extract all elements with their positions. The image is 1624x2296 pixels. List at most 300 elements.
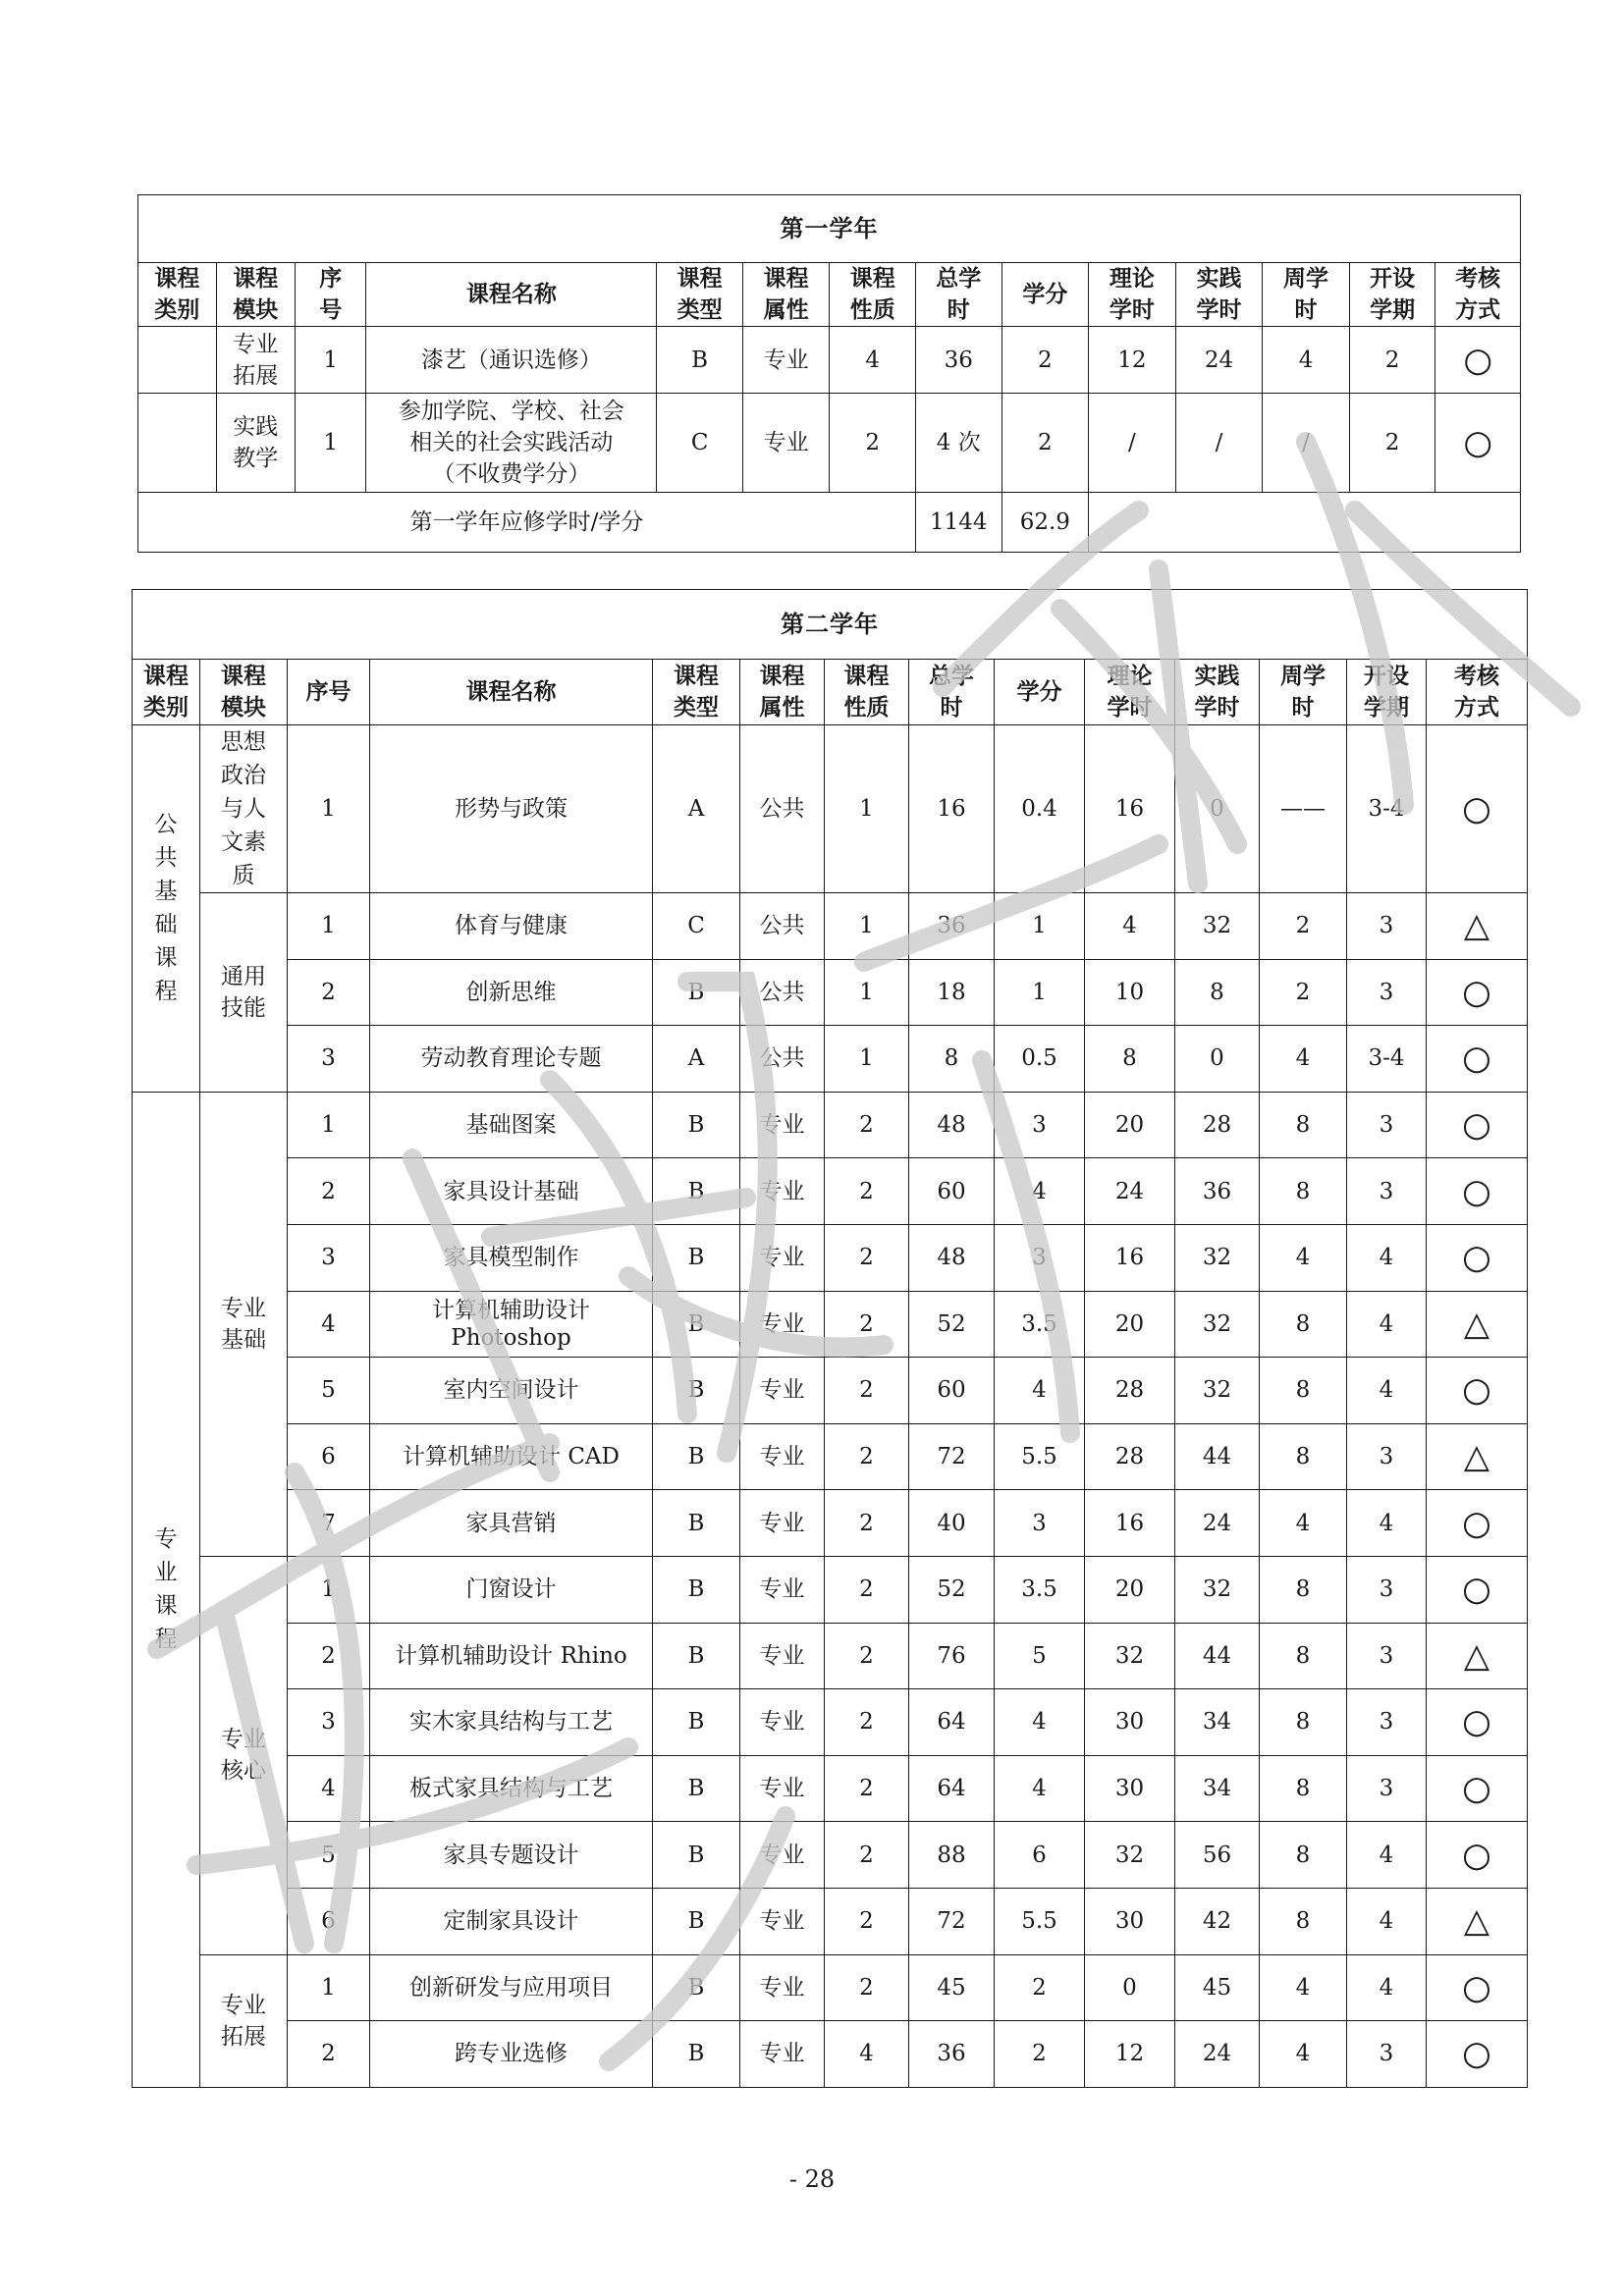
header-cell: 考核 方式 xyxy=(1427,660,1528,725)
weekly-cell: 8 xyxy=(1260,1158,1347,1225)
name-cell: 室内空间设计 xyxy=(370,1358,653,1424)
theory-cell: 28 xyxy=(1085,1358,1175,1424)
type-cell: B xyxy=(653,2021,740,2088)
nature-cell: 4 xyxy=(825,2021,909,2088)
header-cell: 课程 性质 xyxy=(830,263,916,327)
no-cell: 4 xyxy=(288,1755,370,1822)
name-cell: 漆艺（通识选修） xyxy=(366,327,657,394)
type-cell: A xyxy=(653,725,740,893)
table-row xyxy=(133,959,1528,1026)
weekly-cell: 4 xyxy=(1260,1490,1347,1557)
term-cell: 2 xyxy=(1349,394,1435,493)
attr-cell: 专业 xyxy=(740,1556,825,1623)
theory-cell: 12 xyxy=(1089,327,1176,394)
attr-cell: 专业 xyxy=(740,1092,825,1158)
theory-cell: 8 xyxy=(1085,1026,1175,1093)
attr-cell: 公共 xyxy=(740,959,825,1026)
weekly-cell: 8 xyxy=(1260,1888,1347,1954)
total-cell: 72 xyxy=(909,1423,995,1490)
exam-mark-icon: △ xyxy=(1427,893,1528,960)
module-cell: 专业 拓展 xyxy=(200,1954,288,2087)
practice-cell: 34 xyxy=(1175,1755,1260,1822)
no-cell: 1 xyxy=(288,725,370,893)
practice-cell: 34 xyxy=(1175,1689,1260,1756)
practice-cell: 8 xyxy=(1175,959,1260,1026)
header-cell: 开设 学期 xyxy=(1349,263,1435,327)
credit-cell: 5.5 xyxy=(995,1888,1085,1954)
weekly-cell: 8 xyxy=(1260,1092,1347,1158)
weekly-cell: 8 xyxy=(1260,1358,1347,1424)
header-cell: 学分 xyxy=(995,660,1085,725)
term-cell: 3 xyxy=(1347,1623,1427,1689)
practice-cell: 44 xyxy=(1175,1423,1260,1490)
total-cell: 52 xyxy=(909,1556,995,1623)
table-row xyxy=(133,1026,1528,1093)
no-cell: 1 xyxy=(296,327,366,394)
type-cell: B xyxy=(653,1755,740,1822)
exam-mark-icon: △ xyxy=(1427,1623,1528,1689)
no-cell: 2 xyxy=(288,2021,370,2088)
exam-mark-icon: ○ xyxy=(1427,1822,1528,1889)
total-cell: 72 xyxy=(909,1888,995,1954)
nature-cell: 1 xyxy=(825,725,909,893)
credit-cell: 2 xyxy=(1001,394,1089,493)
term-cell: 4 xyxy=(1347,1954,1427,2021)
table-row xyxy=(133,1954,1528,2021)
attr-cell: 专业 xyxy=(742,394,830,493)
credit-cell: 2 xyxy=(995,2021,1085,2088)
total-cell: 45 xyxy=(909,1954,995,2021)
total-cell: 36 xyxy=(916,327,1002,394)
nature-cell: 2 xyxy=(825,1755,909,1822)
term-cell: 3 xyxy=(1347,1092,1427,1158)
header-cell: 学分 xyxy=(1001,263,1089,327)
name-cell: 劳动教育理论专题 xyxy=(370,1026,653,1093)
weekly-cell: 8 xyxy=(1260,1623,1347,1689)
weekly-cell: 8 xyxy=(1260,1755,1347,1822)
practice-cell: 32 xyxy=(1175,1358,1260,1424)
credit-cell: 4 xyxy=(995,1358,1085,1424)
attr-cell: 专业 xyxy=(740,1755,825,1822)
nature-cell: 2 xyxy=(825,1556,909,1623)
first-year-header-row xyxy=(138,263,1521,327)
total-credits: 62.9 xyxy=(1001,493,1089,553)
weekly-cell: 4 xyxy=(1263,327,1350,394)
exam-mark-icon: ○ xyxy=(1427,725,1528,893)
total-cell: 4 次 xyxy=(916,394,1002,493)
table-row xyxy=(133,1158,1528,1225)
term-cell: 4 xyxy=(1347,1822,1427,1889)
weekly-cell: 8 xyxy=(1260,1556,1347,1623)
theory-cell: 20 xyxy=(1085,1092,1175,1158)
exam-mark-icon: ○ xyxy=(1435,394,1521,493)
name-cell: 家具专题设计 xyxy=(370,1822,653,1889)
term-cell: 4 xyxy=(1347,1888,1427,1954)
type-cell: B xyxy=(653,1423,740,1490)
no-cell: 1 xyxy=(288,1954,370,2021)
nature-cell: 2 xyxy=(825,1158,909,1225)
header-cell: 课程名称 xyxy=(366,263,657,327)
exam-mark-icon: ○ xyxy=(1427,2021,1528,2088)
header-cell: 序号 xyxy=(288,660,370,725)
second-year-header-row xyxy=(133,660,1528,725)
no-cell: 3 xyxy=(288,1689,370,1756)
nature-cell: 1 xyxy=(825,893,909,960)
credit-cell: 2 xyxy=(995,1954,1085,2021)
header-cell: 课程名称 xyxy=(370,660,653,725)
header-cell: 课程 类型 xyxy=(657,263,743,327)
credit-cell: 3.5 xyxy=(995,1556,1085,1623)
second-year-table xyxy=(132,589,1528,2088)
weekly-cell: 8 xyxy=(1260,1423,1347,1490)
term-cell: 4 xyxy=(1347,1224,1427,1291)
weekly-cell: 8 xyxy=(1260,1822,1347,1889)
module-cell: 专业 拓展 xyxy=(216,327,296,394)
no-cell: 4 xyxy=(288,1291,370,1358)
type-cell: B xyxy=(653,1888,740,1954)
theory-cell: 32 xyxy=(1085,1623,1175,1689)
name-cell: 板式家具结构与工艺 xyxy=(370,1755,653,1822)
theory-cell: 16 xyxy=(1085,1224,1175,1291)
attr-cell: 专业 xyxy=(742,327,830,394)
header-cell: 考核 方式 xyxy=(1435,263,1521,327)
exam-mark-icon: ○ xyxy=(1427,1158,1528,1225)
practice-cell: 32 xyxy=(1175,1291,1260,1358)
page-number: - 28 xyxy=(788,2165,836,2193)
nature-cell: 2 xyxy=(825,1623,909,1689)
no-cell: 3 xyxy=(288,1026,370,1093)
weekly-cell: 4 xyxy=(1260,1026,1347,1093)
theory-cell: 12 xyxy=(1085,2021,1175,2088)
module-cell: 思想 政治 与人 文素 质 xyxy=(200,725,288,893)
nature-cell: 2 xyxy=(825,1092,909,1158)
nature-cell: 2 xyxy=(825,1954,909,2021)
total-cell: 52 xyxy=(909,1291,995,1358)
name-cell: 计算机辅助设计 Rhino xyxy=(370,1623,653,1689)
nature-cell: 2 xyxy=(825,1689,909,1756)
type-cell: B xyxy=(653,1092,740,1158)
header-cell: 实践 学时 xyxy=(1175,660,1260,725)
header-cell: 序 号 xyxy=(296,263,366,327)
no-cell: 1 xyxy=(288,1092,370,1158)
theory-cell: 16 xyxy=(1085,1490,1175,1557)
total-cell: 18 xyxy=(909,959,995,1026)
weekly-cell: 2 xyxy=(1260,959,1347,1026)
total-cell: 76 xyxy=(909,1623,995,1689)
header-cell: 周学 时 xyxy=(1260,660,1347,725)
term-cell: 3 xyxy=(1347,1423,1427,1490)
theory-cell: 16 xyxy=(1085,725,1175,893)
term-cell: 4 xyxy=(1347,1490,1427,1557)
attr-cell: 专业 xyxy=(740,1623,825,1689)
type-cell: B xyxy=(653,1623,740,1689)
term-cell: 3 xyxy=(1347,1755,1427,1822)
weekly-cell: 8 xyxy=(1260,1291,1347,1358)
term-cell: 3 xyxy=(1347,959,1427,1026)
attr-cell: 专业 xyxy=(740,1689,825,1756)
no-cell: 5 xyxy=(288,1358,370,1424)
practice-cell: 0 xyxy=(1175,725,1260,893)
term-cell: 3 xyxy=(1347,1556,1427,1623)
exam-mark-icon: ○ xyxy=(1435,327,1521,394)
attr-cell: 专业 xyxy=(740,1358,825,1424)
type-cell: B xyxy=(657,327,743,394)
credit-cell: 5 xyxy=(995,1623,1085,1689)
exam-mark-icon: ○ xyxy=(1427,1689,1528,1756)
total-cell: 36 xyxy=(909,2021,995,2088)
nature-cell: 2 xyxy=(825,1358,909,1424)
header-cell: 课程 类别 xyxy=(133,660,200,725)
theory-cell: 30 xyxy=(1085,1888,1175,1954)
header-cell: 课程 属性 xyxy=(740,660,825,725)
first-year-table xyxy=(137,194,1521,553)
nature-cell: 1 xyxy=(825,959,909,1026)
total-cell: 8 xyxy=(909,1026,995,1093)
no-cell: 2 xyxy=(288,1158,370,1225)
term-cell: 2 xyxy=(1349,327,1435,394)
no-cell: 1 xyxy=(288,1556,370,1623)
total-cell: 60 xyxy=(909,1358,995,1424)
theory-cell: 0 xyxy=(1085,1954,1175,2021)
header-cell: 总学 时 xyxy=(916,263,1002,327)
term-cell: 3-4 xyxy=(1347,725,1427,893)
name-cell: 基础图案 xyxy=(370,1092,653,1158)
credit-cell: 6 xyxy=(995,1822,1085,1889)
total-cell: 64 xyxy=(909,1755,995,1822)
no-cell: 1 xyxy=(288,893,370,960)
header-cell: 课程 模块 xyxy=(200,660,288,725)
exam-mark-icon: △ xyxy=(1427,1423,1528,1490)
weekly-cell: —— xyxy=(1260,725,1347,893)
module-cell: 实践 教学 xyxy=(216,394,296,493)
type-cell: B xyxy=(653,1954,740,2021)
practice-cell: 24 xyxy=(1175,327,1263,394)
type-cell: B xyxy=(653,1490,740,1557)
table-row xyxy=(133,1556,1528,1623)
total-cell: 16 xyxy=(909,725,995,893)
header-cell: 理论 学时 xyxy=(1089,263,1176,327)
table-row xyxy=(133,893,1528,960)
table-row xyxy=(133,1623,1528,1689)
theory-cell: 32 xyxy=(1085,1822,1175,1889)
practice-cell: 36 xyxy=(1175,1158,1260,1225)
credit-cell: 4 xyxy=(995,1689,1085,1756)
theory-cell: 30 xyxy=(1085,1689,1175,1756)
no-cell: 5 xyxy=(288,1822,370,1889)
nature-cell: 2 xyxy=(825,1888,909,1954)
credit-cell: 5.5 xyxy=(995,1423,1085,1490)
table-row xyxy=(133,1224,1528,1291)
exam-mark-icon: ○ xyxy=(1427,1490,1528,1557)
exam-mark-icon: △ xyxy=(1427,1291,1528,1358)
total-cell: 64 xyxy=(909,1689,995,1756)
term-cell: 3 xyxy=(1347,1158,1427,1225)
first-year-title: 第一学年 xyxy=(138,195,1521,263)
category-cell: 专 业 课 程 xyxy=(133,1092,200,2087)
type-cell: C xyxy=(657,394,743,493)
exam-mark-icon: ○ xyxy=(1427,959,1528,1026)
total-cell: 40 xyxy=(909,1490,995,1557)
category-cell: 公 共 基 础 课 程 xyxy=(133,725,200,1093)
theory-cell: 20 xyxy=(1085,1556,1175,1623)
no-cell: 1 xyxy=(296,394,366,493)
second-year-body xyxy=(133,725,1528,2088)
table-row xyxy=(133,1755,1528,1822)
credit-cell: 4 xyxy=(995,1755,1085,1822)
attr-cell: 专业 xyxy=(740,1158,825,1225)
no-cell: 2 xyxy=(288,1623,370,1689)
header-cell: 理论 学时 xyxy=(1085,660,1175,725)
credit-cell: 0.4 xyxy=(995,725,1085,893)
total-cell: 36 xyxy=(909,893,995,960)
name-cell: 体育与健康 xyxy=(370,893,653,960)
term-cell: 3-4 xyxy=(1347,1026,1427,1093)
total-cell: 60 xyxy=(909,1158,995,1225)
exam-mark-icon: ○ xyxy=(1427,1224,1528,1291)
practice-cell: 28 xyxy=(1175,1092,1260,1158)
weekly-cell: / xyxy=(1263,394,1350,493)
header-cell: 课程 性质 xyxy=(825,660,909,725)
credit-cell: 4 xyxy=(995,1158,1085,1225)
total-hours: 1144 xyxy=(916,493,1002,553)
name-cell: 计算机辅助设计 CAD xyxy=(370,1423,653,1490)
total-label: 第一学年应修学时/学分 xyxy=(138,493,916,553)
weekly-cell: 2 xyxy=(1260,893,1347,960)
header-cell: 实践 学时 xyxy=(1175,263,1263,327)
theory-cell: 24 xyxy=(1085,1158,1175,1225)
second-year-title: 第二学年 xyxy=(133,590,1528,660)
theory-cell: 28 xyxy=(1085,1423,1175,1490)
table-row xyxy=(133,1358,1528,1424)
type-cell: B xyxy=(653,959,740,1026)
attr-cell: 专业 xyxy=(740,2021,825,2088)
attr-cell: 专业 xyxy=(740,1291,825,1358)
nature-cell: 2 xyxy=(830,394,916,493)
credit-cell: 0.5 xyxy=(995,1026,1085,1093)
exam-mark-icon: ○ xyxy=(1427,1026,1528,1093)
table-row xyxy=(138,327,1521,394)
nature-cell: 2 xyxy=(825,1490,909,1557)
type-cell: B xyxy=(653,1358,740,1424)
first-year-total-row xyxy=(138,493,1521,553)
table-row xyxy=(133,1888,1528,1954)
term-cell: 3 xyxy=(1347,1689,1427,1756)
theory-cell: 20 xyxy=(1085,1291,1175,1358)
attr-cell: 专业 xyxy=(740,1888,825,1954)
header-cell: 课程 属性 xyxy=(742,263,830,327)
credit-cell: 3.5 xyxy=(995,1291,1085,1358)
term-cell: 4 xyxy=(1347,1358,1427,1424)
name-cell: 形势与政策 xyxy=(370,725,653,893)
category-cell xyxy=(138,327,217,394)
nature-cell: 4 xyxy=(830,327,916,394)
credit-cell: 1 xyxy=(995,959,1085,1026)
no-cell: 6 xyxy=(288,1888,370,1954)
type-cell: B xyxy=(653,1224,740,1291)
exam-mark-icon: ○ xyxy=(1427,1092,1528,1158)
attr-cell: 专业 xyxy=(740,1822,825,1889)
table-row xyxy=(133,725,1528,893)
exam-mark-icon: ○ xyxy=(1427,1755,1528,1822)
nature-cell: 2 xyxy=(825,1423,909,1490)
credit-cell: 3 xyxy=(995,1490,1085,1557)
header-cell: 课程 类型 xyxy=(653,660,740,725)
type-cell: B xyxy=(653,1689,740,1756)
practice-cell: 56 xyxy=(1175,1822,1260,1889)
term-cell: 4 xyxy=(1347,1291,1427,1358)
practice-cell: 0 xyxy=(1175,1026,1260,1093)
practice-cell: / xyxy=(1175,394,1263,493)
attr-cell: 公共 xyxy=(740,893,825,960)
theory-cell: 10 xyxy=(1085,959,1175,1026)
type-cell: B xyxy=(653,1158,740,1225)
attr-cell: 专业 xyxy=(740,1423,825,1490)
name-cell: 创新研发与应用项目 xyxy=(370,1954,653,2021)
nature-cell: 2 xyxy=(825,1822,909,1889)
table-row xyxy=(133,1092,1528,1158)
exam-mark-icon: △ xyxy=(1427,1888,1528,1954)
no-cell: 2 xyxy=(288,959,370,1026)
credit-cell: 1 xyxy=(995,893,1085,960)
name-cell: 实木家具结构与工艺 xyxy=(370,1689,653,1756)
term-cell: 3 xyxy=(1347,2021,1427,2088)
type-cell: A xyxy=(653,1026,740,1093)
type-cell: C xyxy=(653,893,740,960)
table-row xyxy=(138,394,1521,493)
theory-cell: / xyxy=(1089,394,1176,493)
weekly-cell: 8 xyxy=(1260,1689,1347,1756)
term-cell: 3 xyxy=(1347,893,1427,960)
header-cell: 总学 时 xyxy=(909,660,995,725)
category-cell xyxy=(138,394,217,493)
no-cell: 3 xyxy=(288,1224,370,1291)
name-cell: 家具设计基础 xyxy=(370,1158,653,1225)
name-cell: 门窗设计 xyxy=(370,1556,653,1623)
theory-cell: 30 xyxy=(1085,1755,1175,1822)
no-cell: 6 xyxy=(288,1423,370,1490)
theory-cell: 4 xyxy=(1085,893,1175,960)
weekly-cell: 4 xyxy=(1260,2021,1347,2088)
type-cell: B xyxy=(653,1556,740,1623)
attr-cell: 专业 xyxy=(740,1224,825,1291)
nature-cell: 1 xyxy=(825,1026,909,1093)
type-cell: B xyxy=(653,1822,740,1889)
attr-cell: 专业 xyxy=(740,1490,825,1557)
name-cell: 计算机辅助设计 Photoshop xyxy=(370,1291,653,1358)
header-cell: 课程 类别 xyxy=(138,263,217,327)
total-cell: 48 xyxy=(909,1224,995,1291)
weekly-cell: 4 xyxy=(1260,1954,1347,2021)
table-row xyxy=(133,1291,1528,1358)
name-cell: 家具营销 xyxy=(370,1490,653,1557)
header-cell: 周学 时 xyxy=(1263,263,1350,327)
attr-cell: 公共 xyxy=(740,1026,825,1093)
practice-cell: 24 xyxy=(1175,2021,1260,2088)
total-cell: 48 xyxy=(909,1092,995,1158)
nature-cell: 2 xyxy=(825,1224,909,1291)
credit-cell: 2 xyxy=(1001,327,1089,394)
name-cell: 参加学院、学校、社会 相关的社会实践活动 （不收费学分） xyxy=(366,394,657,493)
credit-cell: 3 xyxy=(995,1092,1085,1158)
weekly-cell: 4 xyxy=(1260,1224,1347,1291)
module-cell: 专业 核心 xyxy=(200,1556,288,1954)
table-row xyxy=(133,1822,1528,1889)
practice-cell: 44 xyxy=(1175,1623,1260,1689)
practice-cell: 45 xyxy=(1175,1954,1260,2021)
exam-mark-icon: ○ xyxy=(1427,1358,1528,1424)
table-row xyxy=(133,2021,1528,2088)
type-cell: B xyxy=(653,1291,740,1358)
